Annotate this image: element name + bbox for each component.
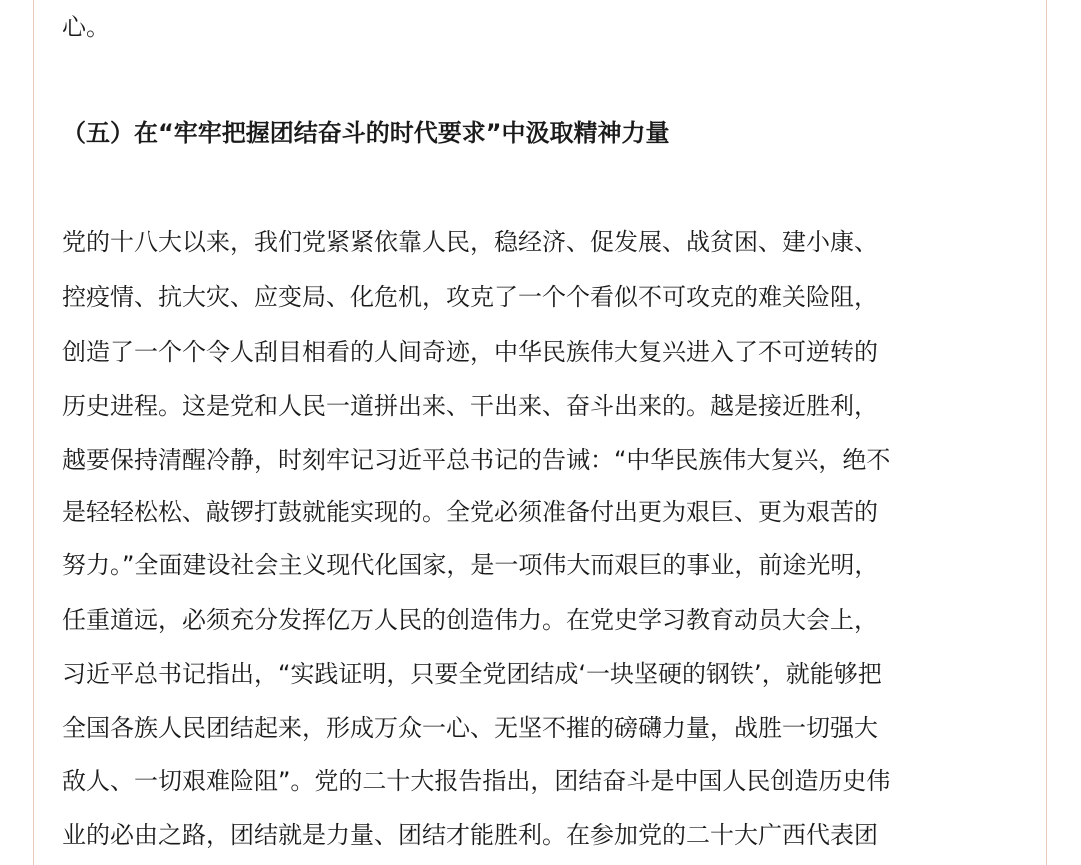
page-border-right xyxy=(1046,0,1047,865)
previous-paragraph-tail: 心。 xyxy=(62,13,110,41)
paragraph-line: 习近平总书记指出，“实践证明，只要全党团结成‘一块坚硬的钢铁’，就能够把 xyxy=(62,660,882,688)
paragraph-line: 控疫情、抗大灾、应变局、化危机，攻克了一个个看似不可攻克的难关险阻， xyxy=(62,283,878,311)
paragraph-line: 历史进程。这是党和人民一道拼出来、干出来、奋斗出来的。越是接近胜利， xyxy=(62,392,878,420)
paragraph-line: 越要保持清醒冷静，时刻牢记习近平总书记的告诫：“中华民族伟大复兴，绝不 xyxy=(62,446,891,474)
paragraph-line: 党的十八大以来，我们党紧紧依靠人民，稳经济、促发展、战贫困、建小康、 xyxy=(62,228,878,256)
paragraph-line: 业的必由之路，团结就是力量、团结才能胜利。在参加党的二十大广西代表团 xyxy=(62,821,878,849)
page-border-left xyxy=(33,0,34,865)
paragraph-line: 创造了一个个令人刮目相看的人间奇迹，中华民族伟大复兴进入了不可逆转的 xyxy=(62,338,878,366)
paragraph-line: 努力。”全面建设社会主义现代化国家，是一项伟大而艰巨的事业，前途光明， xyxy=(62,551,879,579)
paragraph-line: 是轻轻松松、敲锣打鼓就能实现的。全党必须准备付出更为艰巨、更为艰苦的 xyxy=(62,498,878,526)
paragraph-line: 敌人、一切艰难险阻”。党的二十大报告指出，团结奋斗是中国人民创造历史伟 xyxy=(62,767,891,795)
section-heading: （五）在“牢牢把握团结奋斗的时代要求”中汲取精神力量 xyxy=(62,119,670,147)
paragraph-line: 全国各族人民团结起来，形成万众一心、无坚不摧的磅礴力量，战胜一切强大 xyxy=(62,714,878,742)
paragraph-line: 任重道远，必须充分发挥亿万人民的创造伟力。在党史学习教育动员大会上， xyxy=(62,606,878,634)
